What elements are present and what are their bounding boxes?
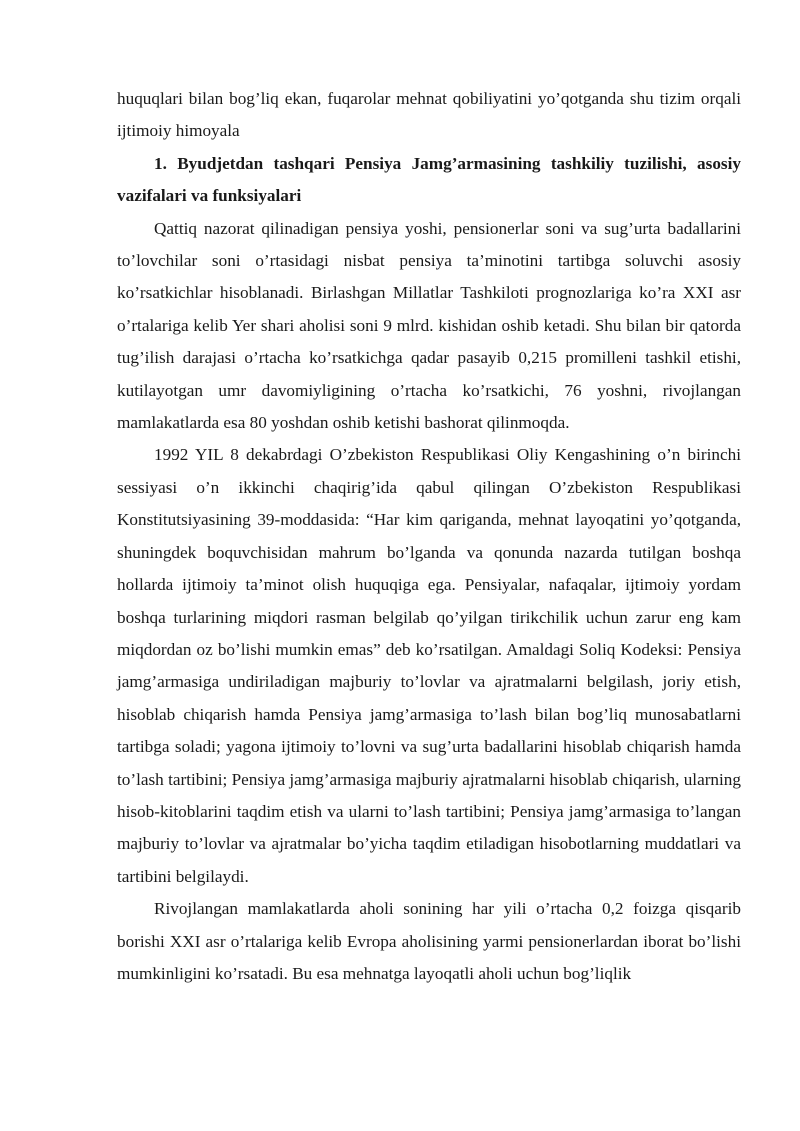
paragraph-continuation: huquqlari bilan bog’liq ekan, fuqarolar mehnat qobiliyatini yo’qotganda shu tizim orqali ijtimoiy himoyala bbox=[117, 89, 741, 141]
section-heading: 1. Byudjetdan tashqari Pensiya Jamg’armasining tashkiliy tuzilishi, asosiy vazifalari va funksiyalari bbox=[117, 153, 741, 206]
paragraph-constitution: 1992 YIL 8 dekabrdagi O’zbekiston Respublikasi Oliy Kengashining o’n birinchi sessiyasi o’n ikkinchi chaqirig’ida qabul qilingan O’zbekiston Respublikasi Konstitutsiyasining 39-moddasida: “Har kim qariganda, mehnat layoqatini yo’qotganda, shuningdek boquvchisidan mahrum bo’lganda va qonunda nazarda tutilgan boshqa hollarda ijtimoiy ta’minot olish huquqiga ega. Pensiyalar, nafaqalar, ijtimoiy yordam boshqa turlarining miqdori rasman belgilab qo’yilgan tirikchilik uchun zarur eng kam miqdordan oz bo’lishi mumkin emas” deb ko’rsatilgan. Amaldagi Soliq Kodeksi: Pensiya jamg’armasiga undiriladigan majburiy to’lovlar va ajratmalarni belgilash, joriy etish, hisoblab chiqarish hamda Pensiya jamg’armasiga to’lash bilan bog’liq munosabatlarni tartibga soladi; yagona ijtimoiy to’lovni va sug’urta badallarini hisoblab chiqarish hamda to’lash tartibini; Pensiya jamg’armasiga majburiy ajratmalarni hisoblab chiqarish, ularning hisob-kitoblarini taqdim etish va ularni to’lash tartibini; Pensiya jamg’armasiga to’langan majburiy to’lovlar va ajratmalar bo’yicha taqdim etiladigan hisobotlarning muddatlari va tartibini belgilaydi. bbox=[117, 445, 741, 886]
paragraph-population-decline: Rivojlangan mamlakatlarda aholi sonining har yili o’rtacha 0,2 foizga qisqarib borishi XXI asr o’rtalariga kelib Evropa aholisining yarmi pensionerlardan iborat bo’lishi mumkinligini ko’rsatadi. Bu esa mehnatga layoqatli aholi uchun bog’liqlik bbox=[117, 899, 741, 983]
document-body bbox=[117, 83, 741, 990]
paragraph-pension-indicators: Qattiq nazorat qilinadigan pensiya yoshi, pensionerlar soni va sug’urta badallarini to’lovchilar soni o’rtasidagi nisbat pensiya ta’minotini tartibga soluvchi asosiy ko’rsatkichlar hisoblanadi. Birlashgan Millatlar Tashkiloti prognozlariga ko’ra XXI asr o’rtalariga kelib Yer shari aholisi soni 9 mlrd. kishidan oshib ketadi. Shu bilan bir qatorda tug’ilish darajasi o’rtacha ko’rsatkichga qadar pasayib 0,215 promilleni tashkil etishi, kutilayotgan umr davomiyligining o’rtacha ko’rsatkichi, 76 yoshni, rivojlangan mamlakatlarda esa 80 yoshdan oshib ketishi bashorat qilinmoqda. bbox=[117, 218, 741, 433]
